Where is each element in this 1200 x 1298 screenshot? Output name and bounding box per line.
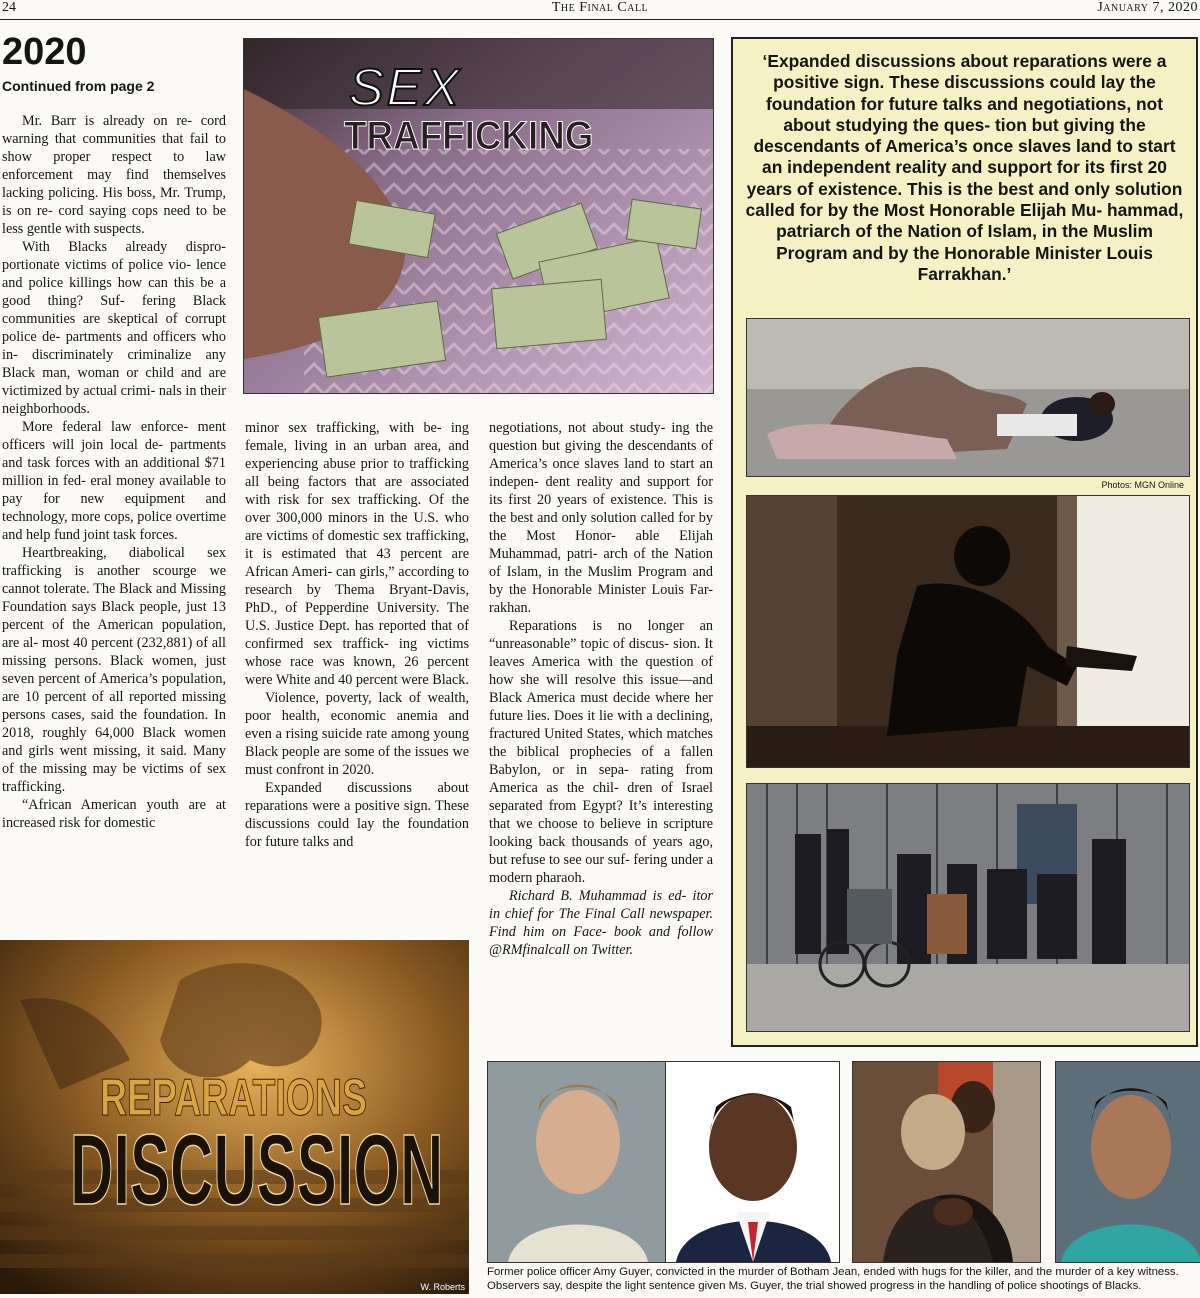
page-number: 24 (2, 0, 16, 15)
portrait-illustration (1056, 1062, 1200, 1262)
paragraph: minor sex trafficking, with be- ing female, living in an urban area, and experiencing abuse prior to trafficking all being factors that are associated with risk for sex trafficking. Of the over 300,000 minors in the U.S. who are victims of domestic sex trafficking, it is estimated that 43 percent are African Ameri- can girls,” according to research by Thema Bryant-Davis, PhD., of Pepperdine University. The U.S. Justice Dept. has reported that of confirmed sex traffick- ing victims whose race was known, 26 percent were White and 40 percent were Black. (245, 420, 469, 688)
paragraph: negotiations, not about study- ing the question but giving the descendants of America’s once slaves land to start an indepen- dent reality and support for its first 20 years of existence. This is the best and only solution called for by the Most Honor- able Elijah Muhammad, patri- arch of the Nation of Islam, in the Muslim Program and by the Honorable Minister Louis Far- rakhan. (489, 420, 713, 616)
hug-illustration (853, 1062, 1040, 1262)
article-column-1 (2, 112, 226, 832)
author-bio: Richard B. Muhammad is ed- itor in chief for The Final Call newspaper. Find him on Face- book and follow @RMfinalcall on Twitter. (489, 888, 713, 958)
pull-quote-box (731, 37, 1198, 1047)
article-column-2 (245, 419, 469, 851)
image-credit: W. Roberts (420, 1282, 465, 1292)
mugshot-illustration (488, 1062, 666, 1262)
page-header (0, 0, 1200, 20)
sex-trafficking-photo (243, 38, 714, 394)
article-headline: 2020 (2, 31, 87, 73)
reparations-discussion-image (0, 940, 469, 1294)
paragraph: Heartbreaking, diabolical sex trafficking is another scourge we cannot tolerate. The Black and Missing Foundation says Black people, just 13 percent of the American population, are al- most 40 percent (232,881) of all missing persons. Black women, just seven percent of America’s population, are 10 percent of all reported missing persons cases, said the foundation. In 2018, roughly 64,000 Black women and girls went missing, it said. Many of the missing may be victims of sex trafficking. (2, 545, 226, 795)
photo-caption: Former police officer Amy Guyer, convicted in the murder of Botham Jean, ended with hugs for the killer, and the murder of a key witness. Observers say, despite the light sentence given Ms. Guyer, the trial showed progress in the handling of police shootings of Blacks. (487, 1266, 1179, 1292)
paragraph: Mr. Barr is already on re- cord warning that communities that fail to show proper respect to law enforcement may find themselves lacking policing. His boss, Mr. Trump, is on re- cord saying cops need to be less gentle with suspects. (2, 113, 226, 237)
reparations-title: REPARATIONS (100, 1069, 367, 1127)
silhouette-illustration (747, 496, 1189, 767)
homeless-encampment-photo (746, 783, 1190, 1032)
discussion-title: DISCUSSION (70, 1114, 444, 1226)
masthead: The Final Call (551, 0, 649, 15)
continued-from: Continued from page 2 (2, 78, 155, 94)
issue-date: January 7, 2020 (1097, 0, 1198, 15)
trafficking-title: TRAFFICKING (344, 114, 594, 158)
paragraph: More federal law enforce- ment officers will join local de- partments and task forces with an additional $71 million in fed- eral money available to pay for new equipment and technology, more cops, police overtime and help fund joint task forces. (2, 419, 226, 543)
man-in-doorway-photo (746, 495, 1190, 768)
witness-portrait-photo (1055, 1061, 1200, 1263)
pull-quote-text: ‘Expanded discussions about reparations were a positive sign. These discussions could lay the foundation for future talks and negotiations, not about studying the ques- tion but giving the descendants of America’s once slaves land to start an independent reality and support for its first 20 years of existence. This is the best and only solution called for by the Most Honorable Elijah Mu- hammad, patriarch of the Nation of Islam, in the Muslim Program and by the Honorable Minister Louis Farrakhan.’ (745, 51, 1184, 284)
paragraph: Reparations is no longer an “unreasonable” topic of discus- sion. It leaves America with the question of how she will resolve this issue—and Black America must decide where her future lies. Does it lie with a declining, fractured United States, which matches the biblical prophecies of a fallen Babylon, or in sepa- rating from America as the chil- dren of Israel separated from Egypt? It’s interesting that we choose to believe in scripture looking back thousands of years ago, but refuse to see our suf- fering under a modern pharaoh. (489, 618, 713, 886)
amber-guyger-mugshot (487, 1061, 667, 1263)
article-column-3 (489, 419, 713, 959)
paragraph: Violence, poverty, lack of wealth, poor health, economic anemia and even a rising suicide rate among young Black people are some of the issues we must confront in 2020. (245, 690, 469, 778)
homeless-sleeping-photo (746, 318, 1190, 477)
botham-jean-photo (665, 1061, 840, 1263)
paragraph: Expanded discussions about reparations were a positive sign. These discussions could lay the foundation for future talks and (245, 780, 469, 850)
photo-credit: Photos: MGN Online (1101, 480, 1184, 490)
encampment-illustration (747, 784, 1189, 1031)
paragraph: With Blacks already dispro- portionate victims of police vio- lence and police killings how can this be a good thing? Suf- fering Black communities are skeptical of corrupt police de- partments and officers who in- discriminately criminalize any Black man, woman or child and are victimized by actual crimi- nals in their neighborhoods. (2, 239, 226, 417)
courtroom-hug-photo (852, 1061, 1041, 1263)
sex-trafficking-illustration (244, 39, 713, 393)
sleeping-person-illustration (747, 319, 1189, 476)
portrait-illustration (666, 1062, 839, 1262)
paragraph: “African American youth are at increased risk for domestic (2, 797, 226, 831)
sex-title: SEX (349, 59, 463, 117)
